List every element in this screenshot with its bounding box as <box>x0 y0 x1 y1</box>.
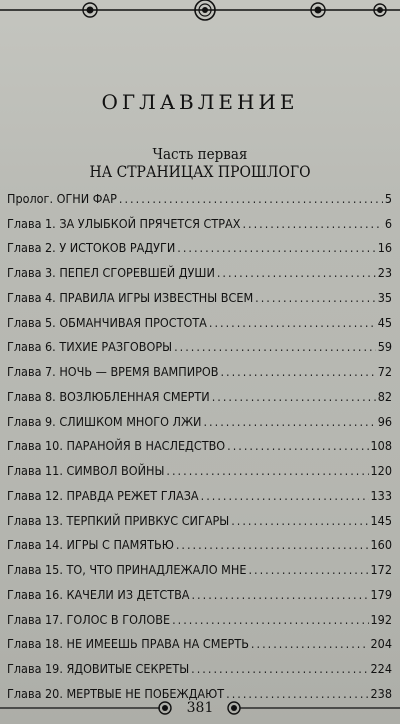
toc-row <box>7 458 392 483</box>
toc-entry-label: Глава 19. ЯДОВИТЫЕ СЕКРЕТЫ <box>7 661 190 677</box>
toc-entry-page: 59 <box>377 339 392 355</box>
toc-row <box>7 582 392 607</box>
toc-row <box>7 409 392 434</box>
toc-entry-label: Глава 9. СЛИШКОМ МНОГО ЛЖИ <box>7 413 202 429</box>
leader-dots <box>172 612 368 627</box>
toc-entry-page: 120 <box>370 463 392 479</box>
toc-entry-label: Глава 2. У ИСТОКОВ РАДУГИ <box>7 240 176 256</box>
leader-dots <box>166 463 368 478</box>
page-title: ОГЛАВЛЕНИЕ <box>101 90 299 114</box>
toc-entry-label: Глава 1. ЗА УЛЫБКОЙ ПРЯЧЕТСЯ СТРАХ <box>7 215 241 231</box>
toc-row <box>7 533 392 558</box>
toc-entry-label: Глава 13. ТЕРПКИЙ ПРИВКУС СИГАРЫ <box>7 512 230 528</box>
leader-dots <box>227 438 368 453</box>
toc-row <box>7 186 392 211</box>
toc-row <box>7 607 392 632</box>
toc-entry-page: 192 <box>370 611 392 627</box>
leader-dots <box>212 389 376 404</box>
toc-row <box>7 508 392 533</box>
top-ornament-icon <box>0 0 400 30</box>
toc-row <box>7 656 392 681</box>
toc-entry-label: Глава 20. МЕРТВЫЕ НЕ ПОБЕЖДАЮТ <box>7 685 225 701</box>
toc-entry-label: Глава 14. ИГРЫ С ПАМЯТЬЮ <box>7 537 174 553</box>
toc-entry-page: 45 <box>377 314 392 330</box>
toc-row <box>7 483 392 508</box>
toc-entry-label: Глава 11. СИМВОЛ ВОЙНЫ <box>7 463 165 479</box>
toc-entry-label: Глава 12. ПРАВДА РЕЖЕТ ГЛАЗА <box>7 487 199 503</box>
toc-entry-page: 72 <box>377 364 392 380</box>
leader-dots <box>191 661 368 676</box>
toc-entry-label: Пролог. ОГНИ ФАР <box>7 190 117 206</box>
toc-row <box>7 260 392 285</box>
toc-entry-page: 5 <box>384 190 392 206</box>
toc-entry-page: 16 <box>377 240 392 256</box>
toc-row <box>7 434 392 459</box>
toc-entry-page: 172 <box>370 562 392 578</box>
toc-row <box>7 236 392 261</box>
leader-dots <box>177 240 375 255</box>
toc-row <box>7 211 392 236</box>
toc-entry-page: 35 <box>377 289 392 305</box>
toc-row <box>7 557 392 582</box>
toc-entry-label: Глава 8. ВОЗЛЮБЛЕННАЯ СМЕРТИ <box>7 388 210 404</box>
toc-entry-label: Глава 17. ГОЛОС В ГОЛОВЕ <box>7 611 171 627</box>
table-of-contents <box>7 186 392 706</box>
leader-dots <box>174 339 376 354</box>
toc-entry-label: Глава 16. КАЧЕЛИ ИЗ ДЕТСТВА <box>7 586 190 602</box>
leader-dots <box>248 562 368 577</box>
part-label: Часть первая <box>152 145 248 163</box>
toc-row <box>7 359 392 384</box>
toc-row <box>7 285 392 310</box>
toc-entry-page: 204 <box>370 636 392 652</box>
toc-entry-page: 145 <box>370 512 392 528</box>
leader-dots <box>231 513 368 528</box>
toc-row <box>7 335 392 360</box>
toc-entry-label: Глава 4. ПРАВИЛА ИГРЫ ИЗВЕСТНЫ ВСЕМ <box>7 289 254 305</box>
toc-entry-label: Глава 10. ПАРАНОЙЯ В НАСЛЕДСТВО <box>7 438 226 454</box>
toc-entry-page: 6 <box>384 215 392 231</box>
leader-dots <box>119 191 383 206</box>
leader-dots <box>251 636 369 651</box>
toc-entry-page: 96 <box>377 413 392 429</box>
leader-dots <box>201 488 369 503</box>
toc-row <box>7 384 392 409</box>
toc-entry-label: Глава 6. ТИХИЕ РАЗГОВОРЫ <box>7 339 173 355</box>
toc-entry-label: Глава 18. НЕ ИМЕЕШЬ ПРАВА НА СМЕРТЬ <box>7 636 249 652</box>
leader-dots <box>209 315 376 330</box>
toc-entry-page: 224 <box>370 661 392 677</box>
leader-dots <box>242 216 382 231</box>
toc-entry-page: 108 <box>370 438 392 454</box>
toc-entry-page: 133 <box>370 487 392 503</box>
leader-dots <box>191 587 368 602</box>
toc-entry-label: Глава 7. НОЧЬ — ВРЕМЯ ВАМПИРОВ <box>7 364 219 380</box>
leader-dots <box>255 290 376 305</box>
leader-dots <box>220 364 375 379</box>
toc-entry-page: 160 <box>370 537 392 553</box>
leader-dots <box>203 414 375 429</box>
toc-entry-page: 179 <box>370 586 392 602</box>
toc-entry-label: Глава 3. ПЕПЕЛ СГОРЕВШЕЙ ДУШИ <box>7 265 215 281</box>
leader-dots <box>217 265 376 280</box>
toc-entry-label: Глава 5. ОБМАНЧИВАЯ ПРОСТОТА <box>7 314 207 330</box>
page-number: 381 <box>186 700 214 716</box>
toc-entry-page: 23 <box>377 265 392 281</box>
toc-entry-page: 238 <box>370 685 392 701</box>
toc-row <box>7 632 392 657</box>
toc-row <box>7 310 392 335</box>
leader-dots <box>176 537 369 552</box>
toc-entry-page: 82 <box>377 388 392 404</box>
toc-entry-label: Глава 15. ТО, ЧТО ПРИНАДЛЕЖАЛО МНЕ <box>7 562 247 578</box>
part-title: НА СТРАНИЦАХ ПРОШЛОГО <box>89 163 311 181</box>
